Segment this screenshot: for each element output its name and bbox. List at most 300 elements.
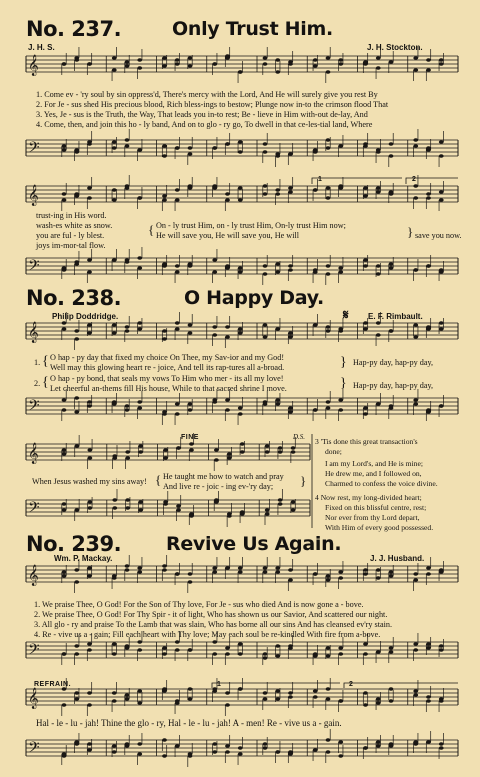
note-head [189,448,194,452]
note-head [413,740,418,744]
note-head [125,64,130,68]
note-head [87,574,92,578]
note-head [176,446,181,450]
treble-clef-icon: 𝄞 [28,322,39,343]
hymn-237-second-ending: 2 [412,176,417,183]
note-head [125,325,130,329]
note-head [212,742,217,746]
note-head [338,699,343,703]
hymn-239-first-ending: 1 [217,681,222,688]
note-head [363,194,368,198]
hymn-237-line-end-3: you are ful - ly blest. [36,231,105,240]
note-head [426,146,431,150]
note-head [389,742,394,746]
note-head [265,450,270,454]
note-head [225,198,230,202]
note-head [275,154,280,158]
note-head [137,321,142,325]
note-head [376,272,381,276]
note-head [439,648,444,652]
note-head [138,508,143,512]
note-head [137,256,142,260]
note-head [413,572,418,576]
hymn-239-verse-4: 4. Re - vive us a - gain; Fill each heart with Thy love; May each soul be re-kindled With fire from a-bove. [34,630,381,639]
note-head [112,198,117,202]
note-head [263,746,268,750]
note-head [112,456,117,460]
note-head [389,570,394,574]
note-head [62,408,67,412]
note-head [175,270,180,274]
note-head [225,264,230,268]
note-head [263,56,268,60]
note-head [313,748,318,752]
note-head [389,329,394,333]
hymn-238-verse-1-line-a: O hap - py day that fixed my choice On Thee, my Sav-ior and my God! [50,353,285,362]
note-head [376,264,381,268]
note-head [175,412,180,416]
note-head [162,337,167,341]
note-head [326,329,331,333]
note-head [326,646,331,650]
note-head [238,266,243,270]
hymn-238-verse-2-brace-right: } [340,376,347,391]
note-head [212,400,217,404]
note-head [189,512,194,516]
note-head [125,60,130,64]
note-head [225,398,230,402]
note-head [376,186,381,190]
hymn-239-refrain: Hal - le - lu - jah! Thine the glo - ry, Hal - le - lu - jah! A - men! Re - vive us a - gain. [36,718,342,728]
note-head [326,138,331,142]
hymn-239-verse-3: 3. All glo - ry and praise To the Lamb that was slain, Who has borne all our sins And has cleansed ev'ry stain. [34,620,393,629]
hymn-237-line-end-1: trust-ing in His word. [36,211,107,220]
hymn-237-line-end-2: wash-es white as snow. [36,221,113,230]
note-head [87,186,92,190]
note-head [112,576,117,580]
note-head [214,448,219,452]
note-head [313,689,318,693]
note-head [426,642,431,646]
note-head [413,184,418,188]
note-head [389,60,394,64]
hymn-239-title: Revive Us Again. [166,533,342,555]
note-head [238,198,243,202]
hymn-238-verse-1-number: 1. [34,358,41,367]
note-head [238,566,243,570]
note-head [313,572,318,576]
note-head [162,194,167,198]
note-head [326,264,331,268]
note-head [87,648,92,652]
note-head [212,258,217,262]
note-head [87,258,92,262]
note-head [238,331,243,335]
note-head [188,697,193,701]
note-head [175,327,180,331]
note-head [225,703,230,707]
note-head [439,62,444,66]
note-head [439,644,444,648]
note-head [125,329,130,333]
note-head [338,184,343,188]
note-head [413,196,418,200]
note-head [439,198,444,202]
note-head [291,450,296,454]
note-head [389,262,394,266]
hymn-238-chorus-brace: { [155,472,162,487]
note-head [212,184,217,188]
note-head [137,689,142,693]
note-head [426,646,431,650]
note-head [125,498,130,502]
note-head [263,742,268,746]
note-head [288,410,293,414]
note-head [175,744,180,748]
note-head [439,140,444,144]
note-head [426,196,431,200]
note-head [175,62,180,66]
note-head [225,54,230,58]
note-head [389,646,394,650]
note-head [326,654,331,658]
hymn-237-number: No. 237. [26,17,122,41]
note-head [62,321,67,325]
note-head [62,452,67,456]
note-head [265,508,270,512]
note-head [275,689,280,693]
treble-clef-icon: 𝄞 [28,185,39,206]
note-head [163,502,168,506]
note-head [313,64,318,68]
note-head [112,56,117,60]
note-head [188,262,193,266]
note-head [439,327,444,331]
note-head [313,270,318,274]
hymn-237-first-ending: 1 [318,176,323,183]
note-head [313,652,318,656]
note-head [326,146,331,150]
bass-clef-icon: 𝄢 [28,641,40,662]
note-head [275,654,280,658]
note-head [413,689,418,693]
note-head [413,144,418,148]
note-head [225,142,230,146]
note-head [389,266,394,270]
note-head [74,148,79,152]
note-head [125,697,130,701]
note-head [338,740,343,744]
note-head [439,404,444,408]
note-head [376,697,381,701]
note-head [87,506,92,510]
note-head [175,402,180,406]
note-head [338,646,343,650]
note-head [162,646,167,650]
stanza-4-line-2: Fixed on this blissful centre, rest; [325,503,427,512]
hymn-237-verse-2: 2. For Je - sus shed His precious blood, Rich bless-ings to bestow; Plunge now in-to the crimson flood That [36,100,389,109]
note-head [338,270,343,274]
hymn-237-title: Only Trust Him. [172,18,333,40]
note-head [363,406,368,410]
note-head [227,514,232,518]
note-head [212,270,217,274]
note-head [74,691,79,695]
note-head [426,325,431,329]
note-head [389,190,394,194]
hymn-237-chorus-brace: { [148,222,155,237]
note-head [62,752,67,756]
note-head [214,498,219,502]
note-head [288,406,293,410]
note-head [137,648,142,652]
note-head [162,412,167,416]
note-head [326,738,331,742]
note-head [62,62,67,66]
hymn-237-chorus-end: save you now. [415,231,462,240]
note-head [275,188,280,192]
note-head [137,570,142,574]
note-head [275,192,280,196]
note-head [74,644,79,648]
note-head [363,264,368,268]
note-head [162,154,167,158]
fine-marking: FINE [181,434,199,441]
hymn-239-verse-2: 2. We praise Thee, O God! For Thy Spir - it of light, Who has shown us our Savior, And scattered our night. [34,610,388,619]
hymn-238-title: O Happy Day. [184,287,324,309]
note-head [291,508,296,512]
note-head [376,333,381,337]
note-head [176,504,181,508]
stanza-4-line-4: With Him of every good possessed. [325,523,434,532]
note-head [288,190,293,194]
note-head [389,574,394,578]
note-head [225,652,230,656]
note-head [426,68,431,72]
note-head [275,327,280,331]
note-head [125,408,130,412]
note-head [212,333,217,337]
hymn-239-music-credit: J. J. Husband. [370,554,425,563]
stanza-4-line-3: Nor ever from thy Lord depart, [325,513,420,522]
note-head [75,444,80,448]
note-head [225,566,230,570]
note-head [74,740,79,744]
note-head [74,396,79,400]
note-head [162,568,167,572]
note-head [288,331,293,335]
note-head [263,656,268,660]
note-head [275,70,280,74]
note-head [363,327,368,331]
note-head [288,750,293,754]
note-head [439,268,444,272]
note-head [74,580,79,584]
note-head [125,138,130,142]
note-head [87,323,92,327]
note-head [363,746,368,750]
note-head [288,152,293,156]
note-head [263,62,268,66]
note-head [137,406,142,410]
note-head [413,398,418,402]
note-head [326,750,331,754]
note-head [238,327,243,331]
note-head [363,568,368,572]
note-head [188,184,193,188]
note-head [188,572,193,576]
note-head [175,146,180,150]
note-head [275,398,280,402]
note-head [363,572,368,576]
note-head [175,198,180,202]
note-head [326,56,331,60]
note-head [87,500,92,504]
note-head [112,258,117,262]
note-head [188,56,193,60]
note-head [376,650,381,654]
note-head [188,323,193,327]
note-head [74,410,79,414]
note-head [87,448,92,452]
note-head [278,446,283,450]
note-head [62,266,67,270]
note-head [238,270,243,274]
note-head [175,701,180,705]
note-head [62,703,67,707]
note-head [62,398,67,402]
note-head [376,576,381,580]
note-head [125,693,130,697]
note-head [238,412,243,416]
note-head [137,266,142,270]
note-head [137,66,142,70]
note-head [389,687,394,691]
hymn-238-verse-2-brace: { [42,375,49,390]
note-head [125,506,130,510]
note-head [413,578,418,582]
note-head [389,406,394,410]
note-head [188,331,193,335]
note-head [263,272,268,276]
note-head [265,444,270,448]
note-head [326,196,331,200]
note-head [338,754,343,758]
note-head [275,750,280,754]
note-head [338,62,343,66]
note-head [439,190,444,194]
bass-clef-icon: 𝄢 [28,739,40,760]
note-head [87,331,92,335]
note-head [363,258,368,262]
note-head [313,148,318,152]
note-head [376,150,381,154]
treble-clef-icon: 𝄞 [28,565,39,586]
note-head [338,144,343,148]
note-head [212,570,217,574]
note-head [263,192,268,196]
note-head [112,744,117,748]
note-head [188,687,193,691]
note-head [189,442,194,446]
note-head [175,321,180,325]
note-head [238,752,243,756]
note-head [188,408,193,412]
note-head [278,498,283,502]
note-head [240,450,245,454]
stanza-3-line-2: done; [325,447,342,456]
note-head [363,703,368,707]
hymn-237-verse-4: 4. Come, then, and join this ho - ly band, And on to glo - ry go, To dwell in that ce-les-tial land, Where [36,120,373,129]
note-head [162,754,167,758]
note-head [238,140,243,144]
note-head [363,412,368,416]
note-head [137,58,142,62]
segno-icon: 𝄋 [343,307,349,322]
note-head [188,580,193,584]
note-head [225,744,230,748]
note-head [188,648,193,652]
note-head [62,144,67,148]
ds-marking: D.S. [293,433,306,441]
note-head [439,154,444,158]
note-head [137,752,142,756]
note-head [125,568,130,572]
note-head [439,321,444,325]
note-head [176,508,181,512]
note-head [263,184,268,188]
note-head [288,186,293,190]
note-head [439,742,444,746]
note-head [238,687,243,691]
note-head [162,329,167,333]
note-head [426,192,431,196]
note-head [313,408,318,412]
note-head [62,192,67,196]
note-head [413,138,418,142]
note-head [288,646,293,650]
bass-clef-icon: 𝄢 [28,397,40,418]
note-head [288,268,293,272]
note-head [389,699,394,703]
note-head [112,400,117,404]
note-head [137,640,142,644]
note-head [263,142,268,146]
note-head [225,646,230,650]
note-head [278,502,283,506]
hymn-239-words-credit: Wm. P. Mackay. [54,554,113,563]
note-head [326,325,331,329]
note-head [125,450,130,454]
note-head [288,568,293,572]
hymn-239-number: No. 239. [26,532,122,556]
note-head [212,62,217,66]
note-head [413,335,418,339]
note-head [326,578,331,582]
note-head [439,699,444,703]
note-head [74,652,79,656]
note-head [363,652,368,656]
note-head [275,270,280,274]
note-head [137,701,142,705]
note-head [212,146,217,150]
note-head [125,742,130,746]
note-head [62,148,67,152]
note-head [112,750,117,754]
note-head [138,444,143,448]
note-head [291,446,296,450]
note-head [87,62,92,66]
